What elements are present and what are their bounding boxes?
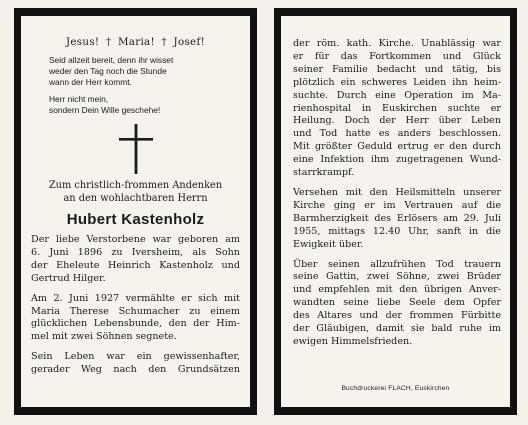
cross-icon: [119, 124, 153, 174]
text-line: plötzlich ein schweres Leiden ihn heim-: [293, 76, 501, 88]
text-line: seiner Familie bedacht und tätig, bis: [293, 63, 501, 75]
text-line: Sein Leben war ein gewissenhafter,: [31, 351, 240, 363]
left-card-inner: [21, 16, 250, 407]
prayer-verse: [49, 94, 240, 116]
text-line: Der liebe Verstorbene war geboren am: [31, 234, 240, 245]
text-line: und Tod hatte es anders beschlossen.: [293, 128, 501, 140]
text-line: Kirche ging er im Vertrauen auf die: [293, 199, 501, 211]
text-line: glücklichen Lebensbunde, den der Him-: [31, 318, 240, 330]
text-line: rienhospital in Euskirchen suchte er: [293, 102, 501, 114]
text-line: starrkrampf.: [293, 167, 355, 179]
invocation-maria: Maria!: [117, 36, 155, 48]
biography-marriage: [31, 293, 240, 345]
text-line: mel mit zwei Söhnen segnete.: [31, 331, 177, 343]
text-line: ewigen Himmelsfrieden.: [293, 335, 413, 347]
right-card-inner: [281, 16, 510, 407]
text-line: suchte. Durch eine Operation im Ma-: [293, 89, 501, 101]
printer-credit: Buchdruckerei FLACH, Euskirchen: [341, 385, 450, 392]
biography-birth: [31, 234, 240, 286]
verse-line: sondern Dein Wille geschehe!: [49, 105, 161, 115]
memorial-intro: [31, 179, 240, 205]
text-line: er für das Fortkommen und Glück: [293, 50, 501, 62]
deceased-name: Hubert Kastenholz: [66, 211, 205, 228]
biography-life: [31, 351, 240, 377]
text-line: Barmherzigkeit des Erlösers am 29. Juli: [293, 212, 501, 224]
biography-illness: [293, 38, 501, 180]
text-line: seine Gattin, zwei Söhne, zwei Brüder: [293, 271, 501, 283]
intro-line: Zum christlich-frommen Andenken: [48, 180, 223, 191]
verse-line: Seid allzeit bereit, denn ihr wisset: [49, 55, 174, 65]
text-line: 6. Juni 1896 zu Iversheim, als Sohn: [31, 246, 240, 258]
verse-line: weder den Tag noch die Stunde: [49, 66, 167, 76]
right-card: [274, 8, 517, 415]
invocation-cross-2: †: [161, 36, 167, 48]
cross-container: [31, 124, 240, 174]
left-card: [14, 8, 257, 415]
verse-line: wann der Herr kommt.: [49, 77, 132, 87]
text-line: wandten seine liebe Seele dem Opfer: [293, 297, 501, 309]
text-line: 1955, mittags 12.40 Uhr, sanft in die: [293, 225, 501, 237]
bible-verse: [49, 55, 240, 88]
invocation-josef: Josef!: [173, 36, 206, 48]
biography-death: [293, 187, 501, 252]
text-line: Am 2. Juni 1927 vermählte er sich mit: [31, 292, 240, 304]
text-line: der Eheleute Heinrich Kastenholz und: [31, 259, 240, 271]
mourners: [293, 259, 501, 349]
text-line: Mit größter Geduld ertrug er den durch: [293, 141, 501, 153]
invocation-cross-1: †: [105, 36, 112, 48]
text-line: der röm. kath. Kirche. Unablässig war: [293, 38, 501, 49]
text-line: und empfehlen mit den übrigen Anver-: [293, 284, 501, 296]
invocation: [31, 36, 240, 48]
text-line: des Altares und der frommen Fürbitte: [293, 310, 501, 322]
text-line: Heilung. Doch der Herr über Leben: [293, 115, 501, 127]
text-line: eine Infektion ihm zugetragenen Wund-: [293, 154, 501, 166]
text-line: Versehen mit den Heilsmitteln unserer: [293, 186, 501, 198]
invocation-jesus: Jesus!: [65, 36, 100, 48]
text-line: Gertrud Hilger.: [31, 272, 106, 284]
text-line: Über seinen allzufrühen Tod trauern: [293, 258, 501, 270]
intro-line: an den wohlachtbaren Herrn: [63, 193, 208, 204]
text-line: der Gläubigen, damit sie bald ruhe im: [293, 323, 501, 335]
text-line: Ewigkeit über.: [293, 238, 364, 250]
verse-line: Herr nicht mein,: [49, 94, 109, 104]
text-line: gerader Weg nach den Grundsätzen: [31, 364, 240, 376]
text-line: Maria Therese Schumacher zu einem: [31, 305, 240, 317]
